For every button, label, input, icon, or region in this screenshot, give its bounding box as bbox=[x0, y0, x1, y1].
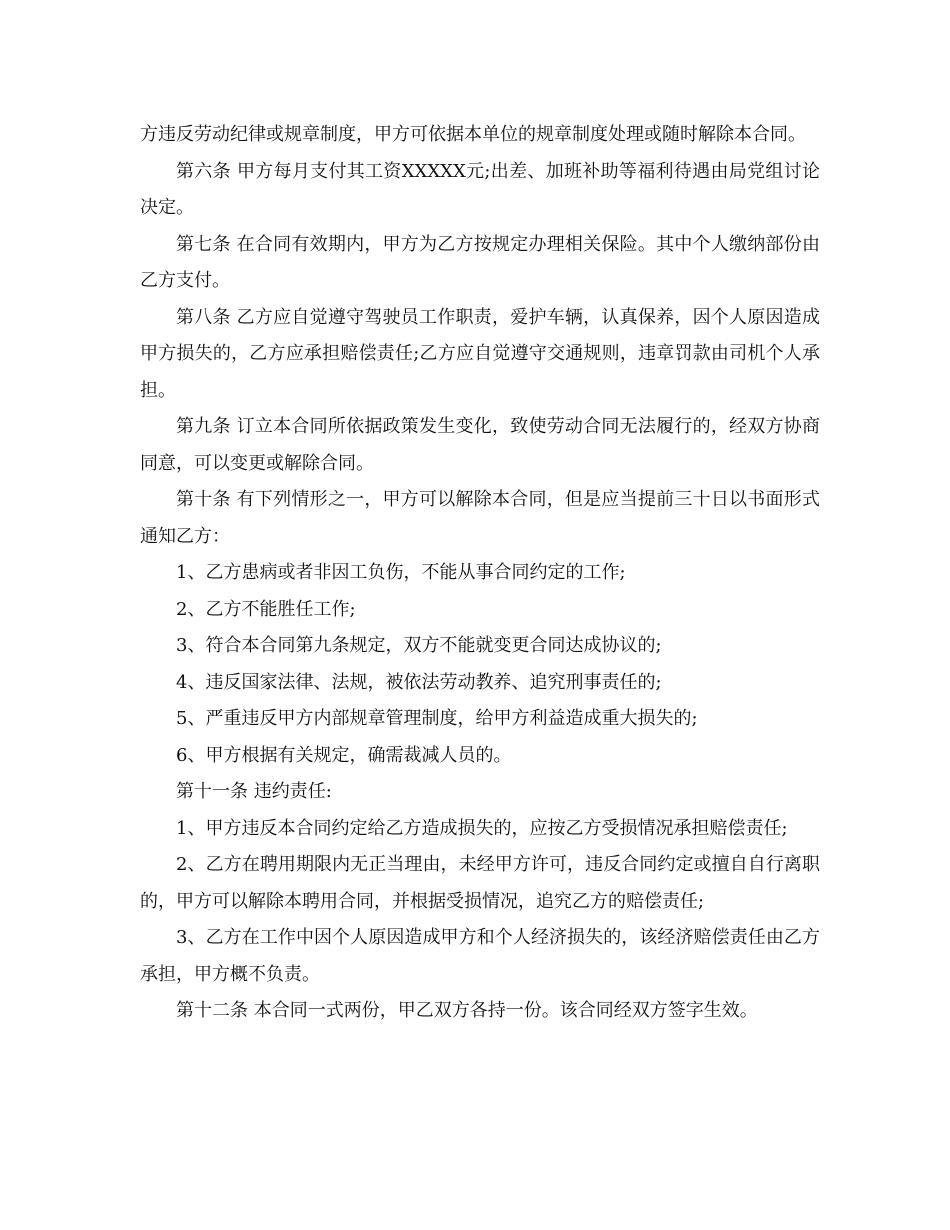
paragraph-article-12: 第十二条 本合同一式两份，甲乙双方各持一份。该合同经双方签字生效。 bbox=[176, 1000, 758, 1021]
list-item-article-10-1: 1、乙方患病或者非因工负伤，不能从事合同约定的工作; bbox=[176, 562, 626, 583]
list-item-article-10-3: 3、符合本合同第九条规定，双方不能就变更合同达成协议的; bbox=[176, 635, 662, 656]
list-item-article-11-2: 2、乙方在聘用期限内无正当理由，未经甲方许可，违反合同约定或擅自自行离职的，甲方可以解除本聘用合同，并根据受损情况，追究乙方的赔偿责任; bbox=[140, 854, 820, 912]
paragraph-continuation: 方违反劳动纪律或规章制度，甲方可依据本单位的规章制度处理或随时解除本合同。 bbox=[140, 124, 806, 145]
paragraph-article-9: 第九条 订立本合同所依据政策发生变化，致使劳动合同无法履行的，经双方协商同意，可以变更或解除合同。 bbox=[140, 416, 820, 474]
paragraph-article-11: 第十一条 违约责任: bbox=[176, 781, 332, 802]
list-item-article-11-3: 3、乙方在工作中因个人原因造成甲方和个人经济损失的，该经济赔偿责任由乙方承担，甲方概不负责。 bbox=[140, 927, 820, 985]
paragraph-article-6: 第六条 甲方每月支付其工资XXXXX元;出差、加班补助等福利待遇由局党组讨论决定。 bbox=[140, 160, 820, 218]
paragraph-article-8: 第八条 乙方应自觉遵守驾驶员工作职责，爱护车辆，认真保养，因个人原因造成甲方损失的，乙方应承担赔偿责任;乙方应自觉遵守交通规则，违章罚款由司机个人承担。 bbox=[140, 306, 820, 401]
paragraph-article-10: 第十条 有下列情形之一，甲方可以解除本合同，但是应当提前三十日以书面形式通知乙方： bbox=[140, 489, 820, 547]
list-item-article-10-6: 6、甲方根据有关规定，确需裁减人员的。 bbox=[176, 744, 512, 766]
paragraph-article-7: 第七条 在合同有效期内，甲方为乙方按规定办理相关保险。其中个人缴纳部份由乙方支付。 bbox=[140, 233, 820, 291]
list-item-article-10-5: 5、严重违反甲方内部规章管理制度，给甲方利益造成重大损失的; bbox=[176, 708, 698, 729]
list-item-article-10-2: 2、乙方不能胜任工作; bbox=[176, 598, 356, 620]
list-item-article-10-4: 4、违反国家法律、法规，被依法劳动教养、追究刑事责任的; bbox=[176, 671, 662, 693]
document-body bbox=[140, 117, 820, 1030]
list-item-article-11-1: 1、甲方违反本合同约定给乙方造成损失的，应按乙方受损情况承担赔偿责任; bbox=[176, 817, 788, 839]
